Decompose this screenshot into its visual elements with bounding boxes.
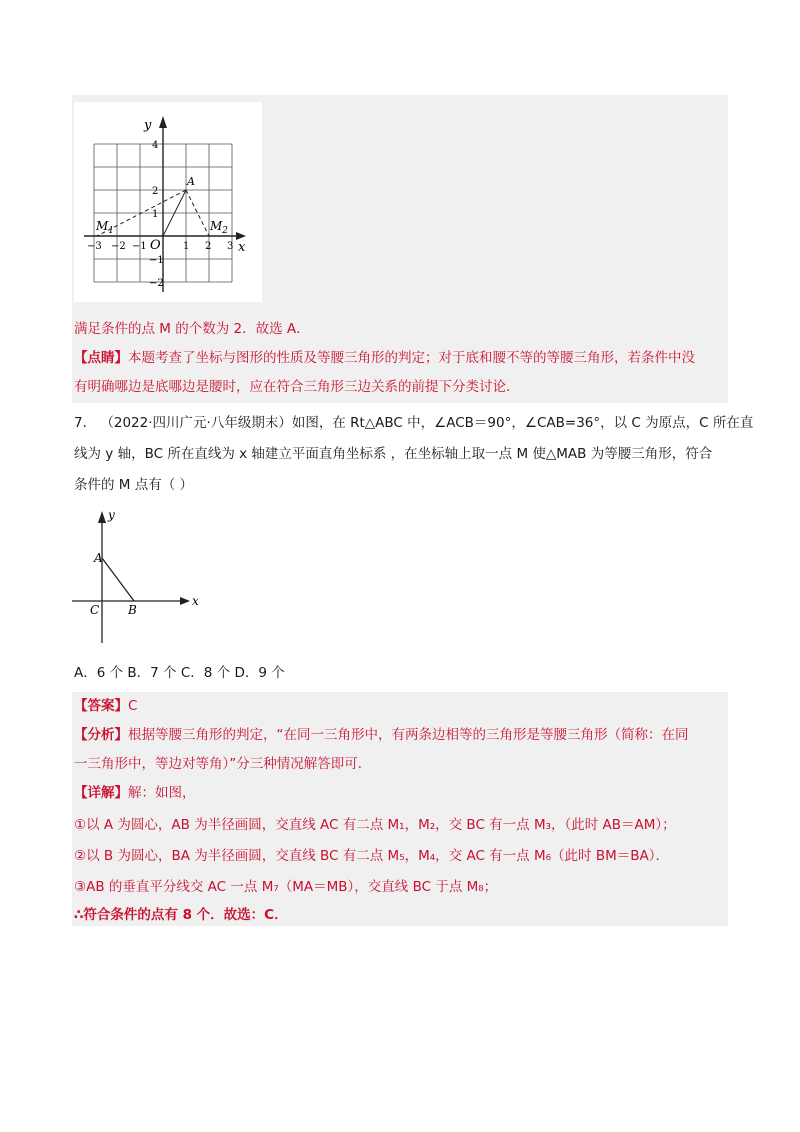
solution-step-2: ②以 B 为圆心，BA 为半径画圆，交直线 BC 有二点 M₅，M₄，交 AC 有一点 M₆（此时 BM＝BA）． xyxy=(74,848,669,864)
analysis-line-1 xyxy=(74,725,689,745)
solution-step-3: ③AB 的垂直平分线交 AC 一点 M₇（MA＝MB），交直线 BC 于点 M₈； xyxy=(74,879,498,895)
answer-value: C xyxy=(128,698,138,714)
detail-line xyxy=(74,783,196,803)
q6-comment-line-2: 有明确哪边是底哪边是腰时，应在符合三角形三边关系的前提下分类讨论． xyxy=(74,379,520,395)
detail-label: 【详解】 xyxy=(74,785,128,801)
y-tick-label: 1 xyxy=(152,209,159,220)
analysis-text: 根据等腰三角形的判定，“在同一三角形中，有两条边相等的三角形是等腰三角形（简称：在同 xyxy=(128,727,689,743)
y-axis-label: y xyxy=(144,118,152,133)
point-m2-label: $M_2$ xyxy=(210,219,229,236)
origin-label: O xyxy=(150,238,161,253)
comment-text: 本题考查了坐标与图形的性质及等腰三角形的判定；对于底和腰不等的等腰三角形，若条件中没 xyxy=(128,350,695,366)
triangle-figure xyxy=(72,505,212,645)
q6-comment-line-1 xyxy=(74,348,695,368)
point-c-label: C xyxy=(90,603,100,617)
x-tick-label: 3 xyxy=(227,241,234,252)
x-axis-label: x xyxy=(192,594,199,608)
point-b-label: B xyxy=(128,603,137,617)
point-m1-label: $M_1$ xyxy=(96,219,115,236)
q7-stem-line-1: 7． （2022·四川广元·八年级期末）如图，在 Rt△ABC 中，∠ACB＝90°，∠CAB=36°，以 C 为原点，C 所在直 xyxy=(74,415,754,431)
comment-label: 【点睛】 xyxy=(74,350,128,366)
q7-stem-line-3: 条件的 M 点有（ ） xyxy=(74,477,194,493)
coordinate-grid-svg xyxy=(74,102,262,302)
y-axis-label: y xyxy=(108,508,115,522)
triangle-svg xyxy=(72,505,212,645)
y-tick-label: 2 xyxy=(152,186,159,197)
answer-line xyxy=(74,696,137,716)
analysis-label: 【分析】 xyxy=(74,727,128,743)
analysis-line-2: 一三角形中，等边对等角）”分三种情况解答即可． xyxy=(74,756,372,772)
x-tick-label: −1 xyxy=(132,241,147,252)
x-tick-label: 1 xyxy=(183,241,190,252)
q7-stem-line-2: 线为 y 轴，BC 所在直线为 x 轴建立平面直角坐标系 ，在坐标轴上取一点 M 使△MAB 为等腰三角形，符合 xyxy=(74,446,713,462)
q6-conclusion: 满足条件的点 M 的个数为 2．故选 A． xyxy=(74,321,310,337)
x-tick-label: −2 xyxy=(111,241,126,252)
detail-intro: 解：如图， xyxy=(128,785,196,801)
y-tick-label: 4 xyxy=(152,140,159,151)
y-tick-label: −2 xyxy=(149,278,164,289)
q7-options: A．6 个 B．7 个 C．8 个 D．9 个 xyxy=(74,665,285,681)
x-tick-label: −3 xyxy=(87,241,102,252)
solution-final: ∴符合条件的点有 8 个．故选：C． xyxy=(74,907,288,923)
x-tick-label: 2 xyxy=(205,241,212,252)
point-a-label: A xyxy=(187,175,195,188)
y-tick-label: −1 xyxy=(149,255,164,266)
x-axis-label: x xyxy=(238,240,246,255)
solution-step-1: ①以 A 为圆心，AB 为半径画圆，交直线 AC 有二点 M₁，M₂，交 BC 有一点 M₃，（此时 AB＝AM）； xyxy=(74,817,676,833)
answer-label: 【答案】 xyxy=(74,698,128,714)
coordinate-figure-1 xyxy=(74,102,262,302)
point-a-label: A xyxy=(94,551,103,565)
